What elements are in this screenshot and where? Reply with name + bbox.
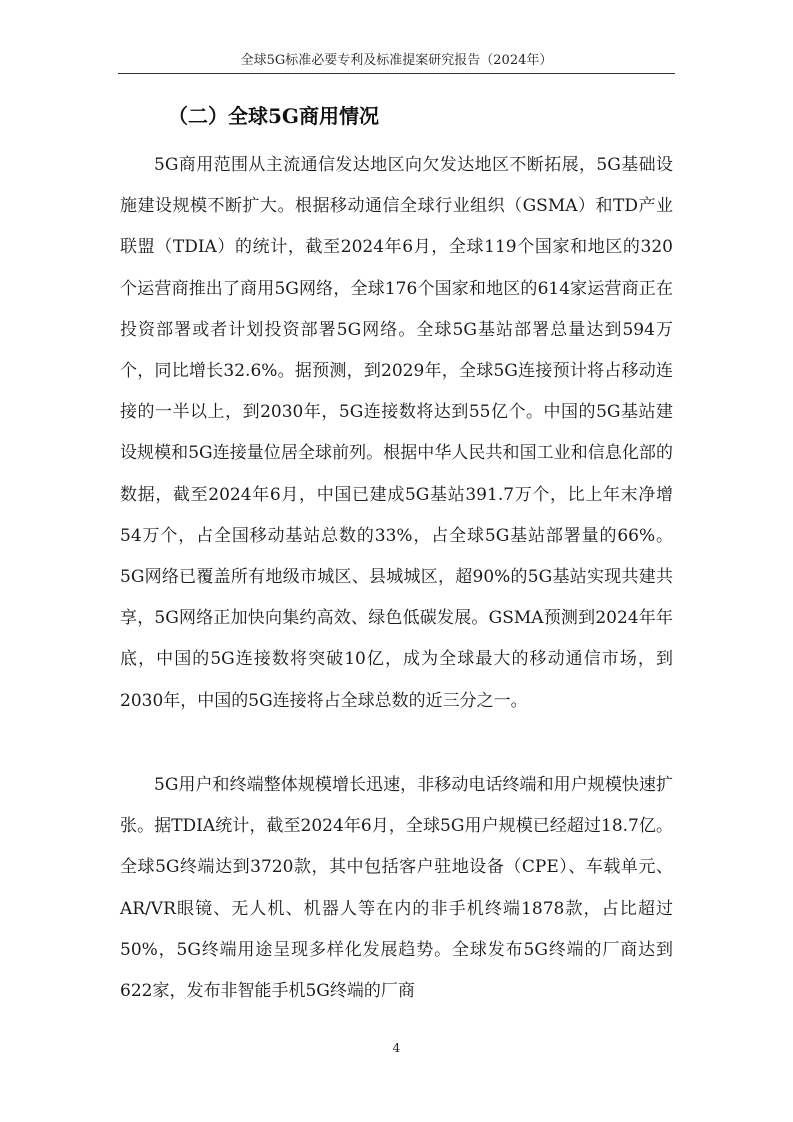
page-header: 全球5G标准必要专利及标准提案研究报告（2024年） bbox=[240, 53, 553, 68]
body-paragraph: 5G商用范围从主流通信发达地区向欠发达地区不断拓展，5G基础设施建设规模不断扩大。根据移动通信全球行业组织（GSMA）和TD产业联盟（TDIA）的统计，截至2024年6月，全球119个国家和地区的320个运营商推出了商用5G网络，全球176个国家和地区的614家运营商正在投资部署或者计划投资部署5G网络。全球5G基站部署总量达到594万个，同比增长32.6%。据预测，到2029年，全球5G连接预计将占移动连接的一半以上，到2030年，5G连接数将达到55亿个。中国的5G基站建设规模和5G连接量位居全球前列。根据中华人民共和国工业和信息化部的数据，截至2024年6月，中国已建成5G基站391.7万个，比上年末净增54万个，占全国移动基站总数的33%，占全球5G基站部署量的66%。5G网络已覆盖所有地级市城区、县城城区，超90%的5G基站实现共建共享，5G网络正加快向集约高效、绿色低碳发展。GSMA预测到2024年年底，中国的5G连接数将突破10亿，成为全球最大的移动通信市场，到2030年，中国的5G连接将占全球总数的近三分之一。 bbox=[120, 155, 673, 711]
page-number: 4 bbox=[392, 1041, 401, 1055]
body-paragraph: 5G用户和终端整体规模增长迅速，非移动电话终端和用户规模快速扩张。据TDIA统计，截至2024年6月，全球5G用户规模已经超过18.7亿。全球5G终端达到3720款，其中包括客户驻地设备（CPE）、车载单元、AR/VR眼镜、无人机、机器人等在内的非手机终端1878款，占比超过50%，5G终端用途呈现多样化发展趋势。全球发布5G终端的厂商达到622家，发布非智能手机5G终端的厂商 bbox=[120, 775, 673, 1002]
header-rule bbox=[118, 73, 675, 74]
section-heading: （二）全球5G商用情况 bbox=[168, 104, 379, 128]
